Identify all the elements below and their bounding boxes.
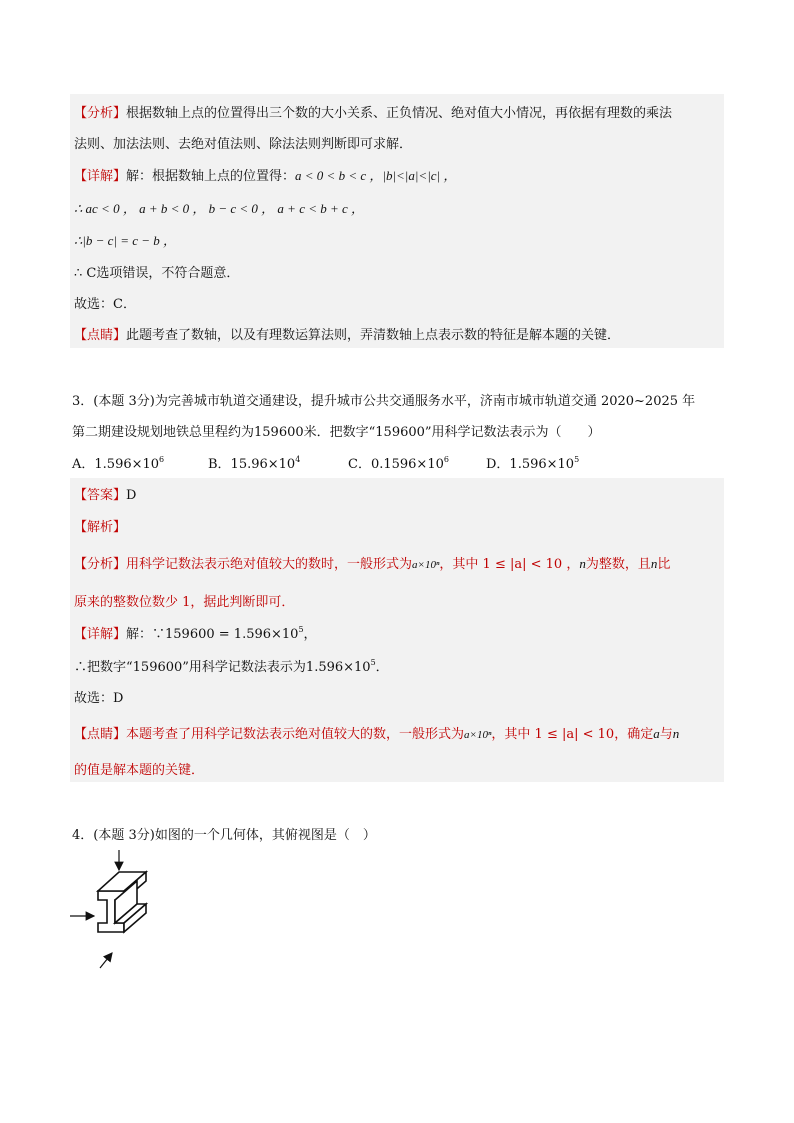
q2-detail-line3: ∴|b − c| = c − b ， [74, 233, 177, 248]
q2-analysis-line2: 法则、加法法则、去绝对值法则、除法法则判断即可求解． [74, 137, 413, 152]
q2-detail-line2: ∴ ac < 0 ， a + b < 0 ， b − c < 0 ， a + c < b + c ， [74, 201, 365, 216]
side-view-arrow [100, 953, 112, 968]
q3-stem-line2: 第二期建设规划地铁总里程约为159600米．把数字“159600”用科学记数法表示为（ ） [72, 425, 601, 440]
q2-detail-tag: 【详解】 [74, 169, 127, 184]
q3-stem-line1: 3．(本题 3分)为完善城市轨道交通建设，提升城市公共交通服务水平，济南市城市轨道交通 2020~2025 年 [72, 394, 696, 409]
q3-answer-tag: 【答案】 [74, 488, 127, 503]
q3-comment-line1: 【点睛】本题考查了用科学记数法表示绝对值较大的数，一般形式为a×10ⁿ，其中 1 ≤ |a| < 10，确定a与n [74, 726, 680, 742]
q3-option-b[interactable]: B．$15.96\times 10^4$ [208, 455, 301, 472]
q3-solution-block [70, 478, 724, 782]
q3-analysis-line2: 原来的整数位数少 1，据此判断即可． [74, 595, 295, 610]
q2-comment-tag: 【点睛】 [74, 328, 127, 343]
q3-comment-line2: 的值是解本题的关键． [74, 763, 205, 778]
q3-option-a[interactable]: A．$1.596\times 10^6$ [72, 455, 165, 472]
q3-comment-tag: 【点睛】 [74, 727, 127, 742]
q3-option-d[interactable]: D．$1.596\times 10^5$ [486, 455, 580, 472]
q2-comment-line: 【点睛】此题考查了数轴，以及有理数运算法则，弄清数轴上点表示数的特征是解本题的关键． [74, 328, 621, 343]
q2-detail-line1: 【详解】解：根据数轴上点的位置得：a < 0 < b < c ，|b|<|a|<|c| ， [74, 168, 457, 184]
q3-choose-line: 故选：D [74, 691, 124, 706]
q4-stem: 4．(本题 3分)如图的一个几何体，其俯视图是（ ） [72, 828, 376, 843]
q3-analysis-tag: 【分析】 [74, 557, 127, 572]
q2-solution-block [70, 94, 724, 348]
q3-detail-line1: 【详解】解：∵159600 = $1.596\times 10^5$， [74, 625, 317, 642]
q3-detail-line2: ∴把数字“159600”用科学记数法表示为$1.596\times 10^5$． [74, 658, 389, 675]
q4-solid-figure [66, 848, 196, 978]
q2-choose-line: 故选：C． [74, 297, 136, 312]
q3-answer-line: 【答案】D [74, 488, 137, 503]
q3-jiexi-tag: 【解析】 [74, 520, 127, 535]
q3-detail-tag: 【详解】 [74, 627, 127, 642]
q2-detail-line4: ∴ C选项错误，不符合题意． [74, 266, 240, 281]
q3-analysis-line1: 【分析】用科学记数法表示绝对值较大的数时，一般形式为a×10ⁿ，其中 1 ≤ |a| < 10 ，n为整数，且n比 [74, 556, 671, 572]
q3-option-c[interactable]: C．$0.1596\times 10^6$ [348, 455, 449, 472]
q2-analysis-line1: 【分析】根据数轴上点的位置得出三个数的大小关系、正负情况、绝对值大小情况，再依据有理数的乘法 [74, 106, 673, 121]
q2-analysis-tag: 【分析】 [74, 106, 127, 121]
